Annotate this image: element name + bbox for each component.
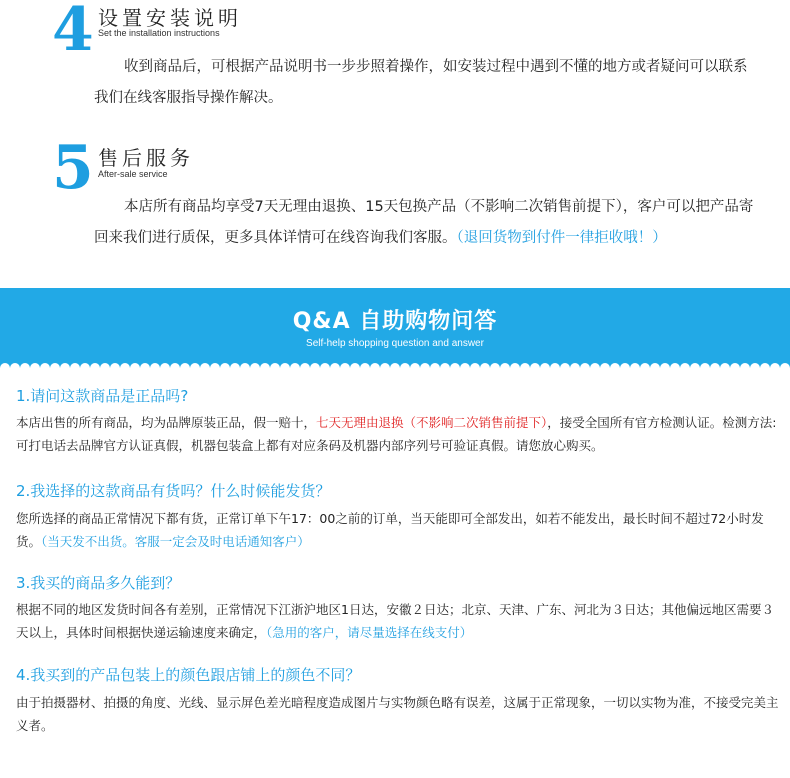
section-5-body-text: 本店所有商品均享受7天无理由退换、15天包换产品（不影响二次销售前提下），客户可以把产品寄回来我们进行质保，更多具体详情可在线咨询我们客服。 xyxy=(94,199,754,246)
section-4-title: 设置安装说明 xyxy=(98,6,242,30)
qa-question-4: 4.我买到的产品包装上的颜色跟店铺上的颜色不同？ xyxy=(16,666,361,684)
qa-question-1: 1.请问这款商品是正品吗? xyxy=(16,387,189,405)
banner-scallop-edge xyxy=(0,356,790,368)
qa-answer-3 xyxy=(16,598,786,644)
qa-question-3: 3.我买的商品多久能到？ xyxy=(16,574,181,592)
section-4-body xyxy=(94,52,754,114)
qa-question-2: 2.我选择的这款商品有货吗？什么时候能发货？ xyxy=(16,482,331,500)
section-5-subtitle: After-sale service xyxy=(98,169,168,179)
qa-answer-1-text: 本店出售的所有商品，均为品牌原装正品，假一赔十， xyxy=(16,415,317,430)
qa-banner-title: Q&A 自助购物问答 xyxy=(292,309,498,334)
qa-answer-3-text: 根据不同的地区发货时间各有差别，正常情况下江浙沪地区1日达，安徽２日达；北京、天津、广东、河北为３日达；其他偏远地区需要３天以上，具体时间根据快递运输速度来确定， xyxy=(16,602,774,640)
section-4-body-text: 收到商品后，可根据产品说明书一步步照着操作，如安装过程中遇到不懂的地方或者疑问可以联系我们在线客服指导操作解决。 xyxy=(94,59,748,106)
section-number-4: 4 xyxy=(52,0,94,65)
section-number-5: 5 xyxy=(52,133,94,203)
qa-banner-subtitle: Self-help shopping question and answer xyxy=(306,338,484,349)
qa-answer-2-note: （当天发不出货。客服一定会及时电话通知客户） xyxy=(41,534,310,549)
section-5-body xyxy=(94,192,754,254)
qa-answer-4-text: 由于拍摄器材、拍摄的角度、光线、显示屏色差光暗程度造成图片与实物颜色略有误差，这属于正常现象，一切以实物为准，不接受完美主义者。 xyxy=(16,695,779,733)
section-4-subtitle: Set the installation instructions xyxy=(98,28,220,38)
qa-answer-3-note: （急用的客户，请尽量选择在线支付） xyxy=(266,625,473,640)
qa-answer-4 xyxy=(16,691,786,737)
section-5-title: 售后服务 xyxy=(98,146,194,170)
qa-answer-2 xyxy=(16,507,786,553)
section-5-return-note: （退回货物到付件一律拒收哦！） xyxy=(456,230,667,246)
qa-answer-1-highlight: 七天无理由退换（不影响二次销售前提下） xyxy=(316,415,548,430)
qa-answer-2-text: 您所选择的商品正常情况下都有货，正常订单下午17：00之前的订单，当天能即可全部发出，如若不能发出，最长时间不超过72小时发货。 xyxy=(16,511,764,549)
qa-answer-1 xyxy=(16,411,786,457)
qa-answer-1-text-end: ，接受全国所有官方检测认证。检测方法:可打电话去品牌官方认证真假，机器包装盒上都有对应条码及机器内部序列号可验证真假。请您放心购买。 xyxy=(16,415,777,453)
qa-banner xyxy=(0,288,790,368)
